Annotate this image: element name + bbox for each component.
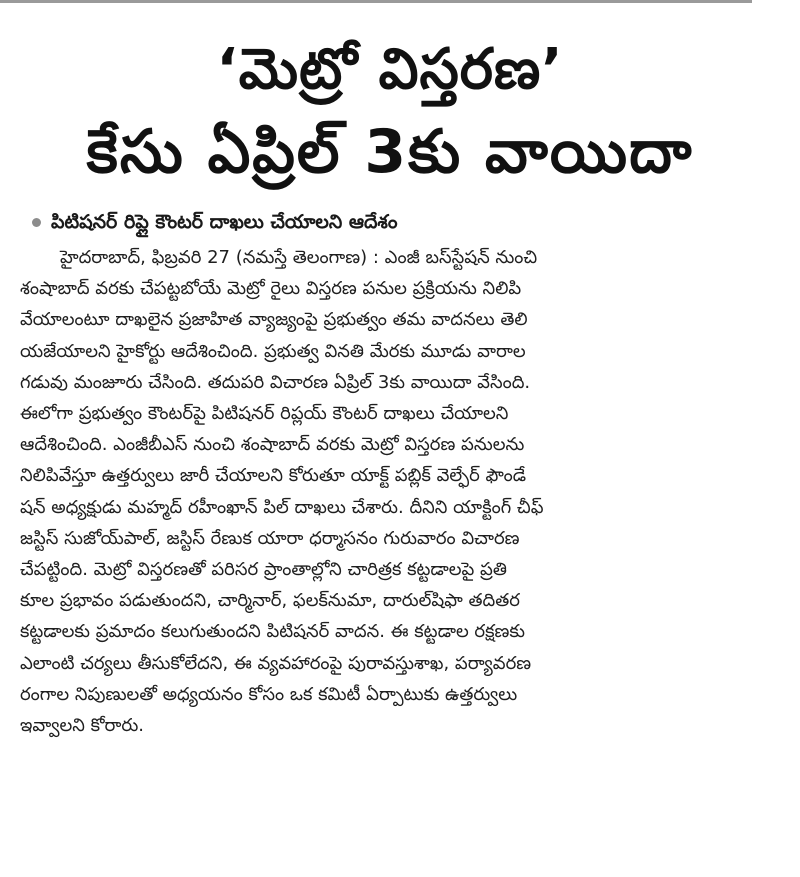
body-line: నిలిపివేస్తూ ఉత్తర్వులు జారీ చేయాలని కోరుతూ యాక్ట్ పబ్లిక్ వెల్ఫేర్ ఫౌండే — [20, 465, 527, 487]
body-line: యజేయాలని హైకోర్టు ఆదేశించింది. ప్రభుత్వ వినతి మేరకు మూడు వారాల — [20, 340, 526, 362]
bullet-icon — [32, 218, 41, 227]
body-line: రంగాల నిపుణులతో అధ్యయనం కోసం ఒక కమిటీ ఏర్పాటుకు ఉత్తర్వులు — [20, 683, 518, 705]
news-article — [20, 30, 760, 741]
body-line: ఆదేశించింది. ఎంజీబీఎస్ నుంచి శంషాబాద్ వరకు మెట్రో విస్తరణ పనులను — [20, 434, 525, 456]
top-rule — [0, 0, 752, 3]
subheadline — [20, 208, 760, 236]
body-line: జస్టిస్ సుజోయ్‌పాల్, జస్టిస్ రేణుక యారా ధర్మాసనం గురువారం విచారణ — [20, 527, 520, 549]
body-line: ఇవ్వాలని కోరారు. — [20, 715, 145, 737]
body-line: కూల ప్రభావం పడుతుందని, చార్మినార్, ఫలక్‌నుమా, దారుల్‌షిఫా తదితర — [20, 590, 520, 612]
headline-line-1: ‘మెట్రో విస్తరణ’ — [216, 37, 564, 102]
body-line: ఎలాంటి చర్యలు తీసుకోలేదని, ఈ వ్యవహారంపై పురావస్తుశాఖ, పర్యావరణ — [20, 652, 532, 674]
body-line: షన్ అధ్యక్షుడు మహ్మద్ రహీంఖాన్ పిల్ దాఖలు చేశారు. దీనిని యాక్టింగ్ చీఫ్ — [20, 496, 544, 518]
body-line: వేయాలంటూ దాఖలైన ప్రజాహిత వ్యాజ్యంపై ప్రభుత్వం తమ వాదనలు తెలి — [20, 309, 528, 331]
body-line: శంషాబాద్ వరకు చేపట్టబోయే మెట్రో రైలు విస్తరణ పనుల ప్రక్రియను నిలిపి — [20, 278, 522, 300]
headline-line-2: కేసు ఏప్రిల్ 3కు వాయిదా — [86, 117, 694, 187]
subheadline-text: పిటిషనర్ రిప్లై కౌంటర్ దాఖలు చేయాలని ఆదేశం — [51, 211, 398, 233]
article-body — [20, 242, 760, 741]
body-line: కట్టడాలకు ప్రమాదం కలుగుతుందని పిటిషనర్ వాదన. ఈ కట్టడాల రక్షణకు — [20, 621, 525, 643]
body-line: గడువు మంజూరు చేసింది. తదుపరి విచారణ ఏప్రిల్ 3కు వాయిదా వేసింది. — [20, 371, 531, 393]
body-line: హైదరాబాద్, ఫిబ్రవరి 27 (నమస్తే తెలంగాణ) : ఎంజీ బస్‌స్టేషన్ నుంచి — [60, 247, 538, 268]
body-line: చేపట్టింది. మెట్రో విస్తరణతో పరిసర ప్రాంతాల్లోని చారిత్రక కట్టడాలపై ప్రతి — [20, 559, 507, 581]
body-line: ఈలోగా ప్రభుత్వం కౌంటర్‌పై పిటిషనర్ రిప్లయ్ కౌంటర్ దాఖలు చేయాలని — [20, 403, 509, 425]
headline — [20, 30, 760, 194]
